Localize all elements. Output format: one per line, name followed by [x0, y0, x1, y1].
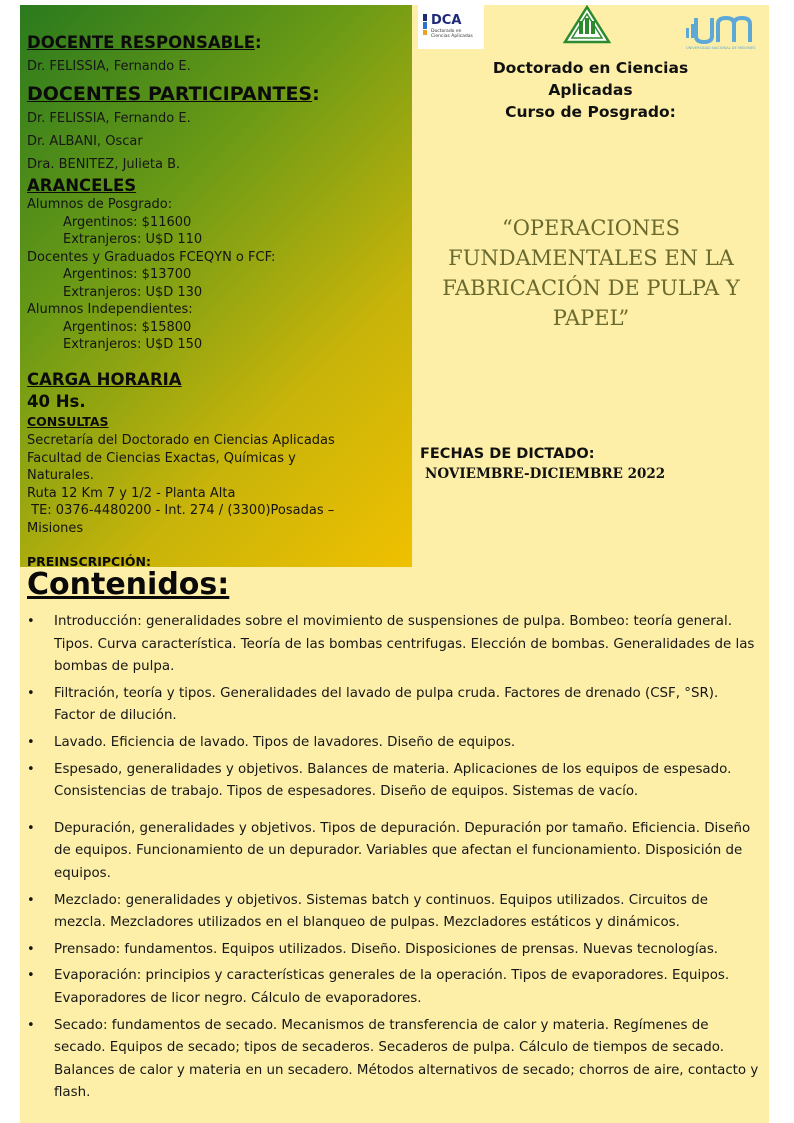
list-item: [20, 759, 769, 804]
docentes-participantes-heading: DOCENTES PARTICIPANTES:: [27, 83, 320, 105]
aranceles-heading: ARANCELES: [27, 176, 137, 195]
arancel-group-label: Alumnos Independientes:: [27, 302, 193, 317]
fechas-label: FECHAS DE DICTADO:: [420, 446, 595, 462]
course-title-line4: PAPEL”: [552, 306, 630, 330]
list-item: [20, 683, 769, 728]
faculty-logo: [562, 5, 612, 45]
list-item-text: Depuración, generalidades y objetivos. Tipos de depuración. Depuración por tamaño. Eficiencia. Diseño de equipos. Funcionamiento de un depurador. Variables que afectan el funcionamiento. Disposición de equipos.: [54, 820, 751, 881]
dca-logo: [418, 5, 484, 49]
arancel-extranjeros: Extranjeros: U$D 110: [63, 232, 203, 247]
dca-logo-subtitle: [431, 29, 473, 39]
arancel-argentinos: Argentinos: $15800: [63, 319, 192, 335]
consultas-line: Ruta 12 Km 7 y 1/2 - Planta Alta: [27, 485, 236, 501]
course-title-line2: FUNDAMENTALES EN LA: [448, 246, 734, 270]
bullet-icon: •: [27, 941, 35, 957]
list-item: [20, 965, 769, 1010]
contenidos-panel: [20, 567, 769, 1123]
bullet-icon: •: [27, 892, 35, 908]
unam-logo-subtitle: UNIVERSIDAD NACIONAL DE MISIONES: [686, 46, 756, 50]
consultas-line: Secretaría del Doctorado en Ciencias Aplicadas: [27, 433, 335, 448]
unam-logo: [684, 14, 754, 52]
dca-logo-subtitle-line: Doctorado en: [431, 29, 462, 34]
course-title-line3: FABRICACIÓN DE PULPA Y: [442, 276, 740, 300]
list-item-text: Prensado: fundamentos. Equipos utilizados. Diseño. Disposiciones de prensas. Nuevas tecnologías.: [54, 941, 719, 957]
consultas-info: [27, 432, 397, 537]
arancel-extranjeros: Extranjeros: U$D 130: [63, 284, 203, 300]
arancel-argentinos: Argentinos: $13700: [63, 267, 192, 282]
consultas-heading: CONSULTAS: [27, 414, 109, 429]
list-item-text: Espesado, generalidades y objetivos. Balances de materia. Aplicaciones de los equipos de espesado. Consistencias de trabajo. Tipos de espesadores. Diseño de equipos. Sistemas de vacío.: [54, 761, 732, 800]
list-item: [20, 890, 769, 935]
list-item-text: Mezclado: generalidades y objetivos. Sistemas batch y continuos. Equipos utilizados. Circuitos de mezcla. Mezcladores utilizados en el blanqueo de pulpas. Mezcladores estáticos y dinámicos.: [54, 892, 709, 931]
bullet-icon: •: [27, 761, 35, 777]
arancel-argentinos: Argentinos: $11600: [63, 214, 192, 230]
carga-horaria-value: 40 Hs.: [27, 392, 86, 411]
list-item-text: Filtración, teoría y tipos. Generalidades del lavado de pulpa cruda. Factores de drenado (CSF, °SR). Factor de dilución.: [54, 685, 719, 724]
list-item-text: Introducción: generalidades sobre el movimiento de suspensiones de pulpa. Bombeo: teoría general. Tipos. Curva característica. Teoría de las bombas centrifugas. Elección de bombas. Generalidades de las bombas de pulpa.: [54, 614, 755, 675]
list-item-text: Secado: fundamentos de secado. Mecanismos de transferencia de calor y materia. Regímenes de secado. Equipos de secado; tipos de secaderos. Secaderos de pulpa. Cálculo de tiempos de secado. Balances de calor y materia en un secadero. Métodos alternativos de secado; chorros de aire, contacto y flash.: [54, 1017, 759, 1101]
list-item-text: Evaporación: principios y características generales de la operación. Tipos de evaporadores. Equipos. Evaporadores de licor negro. Cálculo de evaporadores.: [54, 968, 730, 1006]
consultas-line: Misiones: [27, 520, 84, 536]
consultas-line: TE: 0376-4480200 - Int. 274 / (3300)Posadas –: [27, 503, 335, 518]
contenidos-title: Contenidos:: [27, 567, 230, 602]
consultas-line: Naturales.: [27, 468, 94, 483]
consultas-line: Facultad de Ciencias Exactas, Químicas y: [27, 450, 296, 466]
unam-logo-mark: [684, 14, 754, 46]
dca-logo-text: DCA: [431, 13, 462, 28]
course-title-line1: “OPERACIONES: [501, 216, 681, 240]
bullet-icon: •: [27, 968, 35, 984]
participante-2: Dr. ALBANI, Oscar: [27, 134, 143, 149]
list-item: [20, 818, 769, 886]
participante-1: Dr. FELISSIA, Fernando E.: [27, 111, 191, 126]
bullet-icon: •: [27, 734, 35, 750]
program-name-line1: Doctorado en Ciencias: [492, 59, 689, 77]
program-name-line2: Aplicadas: [548, 81, 633, 99]
fechas-value: NOVIEMBRE-DICIEMBRE 2022: [425, 466, 666, 482]
bullet-icon: •: [27, 1017, 35, 1033]
course-panel: [412, 5, 769, 567]
course-type-label: Curso de Posgrado:: [505, 103, 676, 121]
list-item: [20, 939, 769, 962]
docente-responsable-name: Dr. FELISSIA, Fernando E.: [27, 59, 191, 74]
list-item: [20, 732, 769, 755]
arancel-extranjeros: Extranjeros: U$D 150: [63, 337, 203, 352]
bullet-icon: •: [27, 685, 35, 701]
dca-logo-subtitle-line: Ciencias Aplicadas: [431, 34, 473, 39]
faculty-logo-mark: [562, 5, 612, 45]
participante-3: Dra. BENITEZ, Julieta B.: [27, 157, 181, 172]
bullet-icon: •: [27, 614, 35, 629]
aranceles-list: [27, 196, 275, 354]
list-item-text: Lavado. Eficiencia de lavado. Tipos de lavadores. Diseño de equipos.: [54, 734, 516, 750]
carga-horaria-heading: CARGA HORARIA: [27, 370, 182, 389]
bullet-icon: •: [27, 820, 35, 836]
list-item: [20, 611, 769, 679]
arancel-group-label: Alumnos de Posgrado:: [27, 197, 173, 212]
docente-responsable-heading: DOCENTE RESPONSABLE:: [27, 33, 262, 52]
list-item: [20, 1015, 769, 1105]
preinscripcion-heading: PREINSCRIPCIÓN:: [27, 554, 151, 567]
contenidos-list: [20, 611, 769, 1109]
info-panel: [20, 5, 412, 567]
arancel-group-label: Docentes y Graduados FCEQYN o FCF:: [27, 249, 276, 265]
